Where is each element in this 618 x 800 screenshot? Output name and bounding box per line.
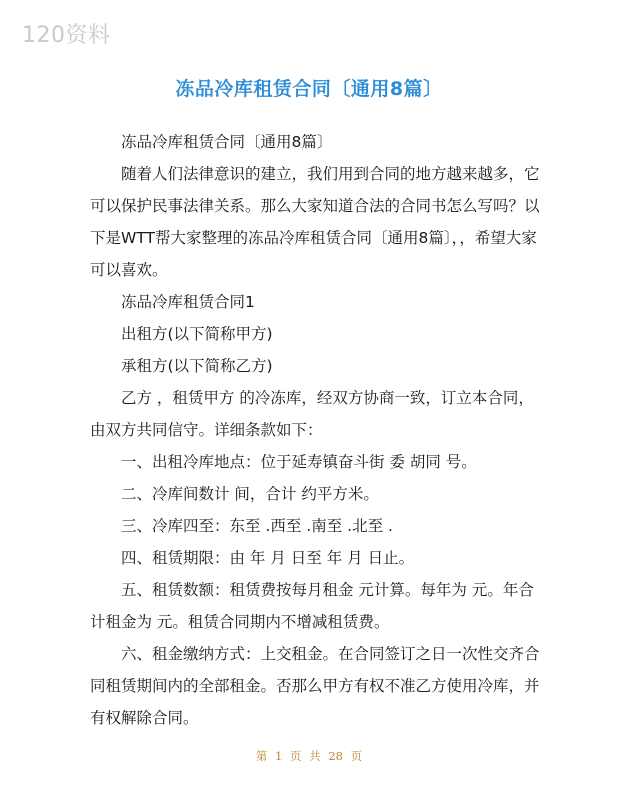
paragraph-lessee: 承租方(以下简称乙方) — [121, 357, 273, 375]
paragraph-contract-heading: 冻品冷库租赁合同1 — [121, 293, 255, 311]
paragraph-clause-1: 一、出租冷库地点：位于延寿镇奋斗街 委 胡同 号。 — [121, 453, 477, 471]
watermark: 120资料 — [22, 23, 111, 48]
page-number: 第 1 页 共 28 页 — [255, 749, 363, 763]
paragraph-lessor: 出租方(以下简称甲方) — [121, 325, 273, 343]
paragraph-clause-2: 二、冷库间数计 间，合计 约平方米。 — [121, 485, 379, 503]
paragraph-clause-4: 四、租赁期限：由 年 月 日至 年 月 日止。 — [121, 549, 415, 567]
paragraph-clause-6: 六、租金缴纳方式：上交租金。在合同签订之日一次性交齐合同租赁期间内的全部租金。否那么甲方有权不准乙方使用冷库，并有权解除合同。 — [90, 645, 540, 727]
paragraph-intro: 随着人们法律意识的建立，我们用到合同的地方越来越多，它可以保护民事法律关系。那么大家知道合法的合同书怎么写吗？以下是WTT帮大家整理的冻品冷库租赁合同〔通用8篇〕，，希望大家可以喜欢。 — [90, 165, 540, 279]
document-body — [90, 126, 540, 734]
paragraph-clause-3: 三、冷库四至：东至 .西至 .南至 .北至 . — [121, 517, 393, 535]
paragraph-agreement: 乙方 ，租赁甲方 的冷冻库，经双方协商一致，订立本合同，由双方共同信守。详细条款如下： — [90, 389, 534, 439]
paragraph-subtitle: 冻品冷库租赁合同〔通用8篇〕 — [121, 133, 333, 151]
document-title: 冻品冷库租赁合同〔通用8篇〕 — [175, 78, 443, 100]
paragraph-clause-5: 五、租赁数额：租赁费按每月租金 元计算。每年为 元。年合计租金为 元。租赁合同期内不增减租赁费。 — [90, 581, 534, 631]
